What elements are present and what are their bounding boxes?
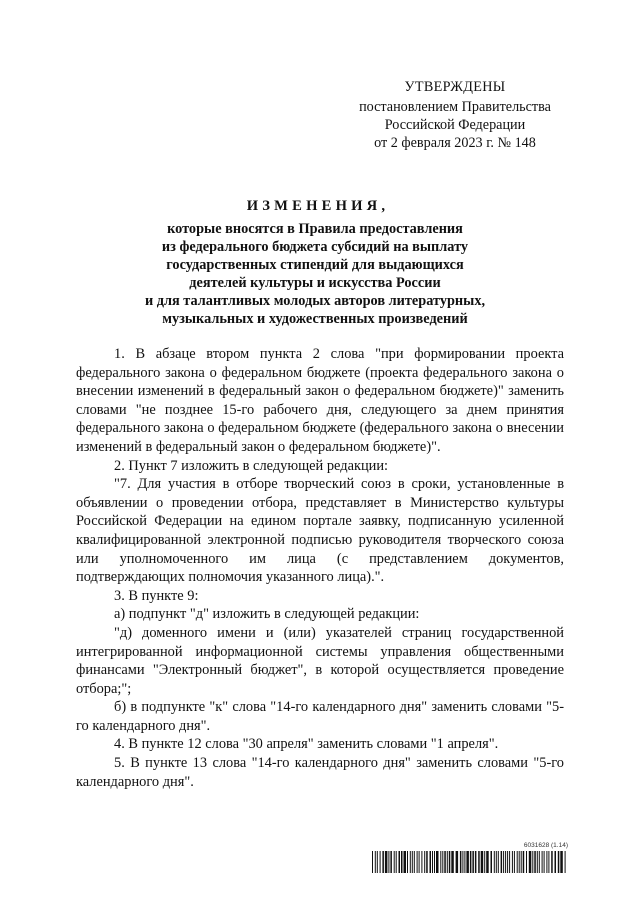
heading-line: деятелей культуры и искусства России: [189, 275, 441, 291]
barcode-bar: [521, 851, 522, 873]
barcode-bar: [512, 851, 513, 873]
barcode-bar: [456, 851, 459, 873]
barcode-icon: [372, 851, 568, 873]
barcode-bar: [551, 851, 553, 873]
barcode-bar: [475, 851, 477, 873]
barcode-bar: [481, 851, 484, 873]
barcode-bar: [388, 851, 389, 873]
heading-line: государственных стипендий для выдающихся: [166, 257, 464, 273]
barcode-bar: [546, 851, 547, 873]
paragraph-item-2: 2. Пункт 7 изложить в следующей редакции:: [114, 457, 389, 474]
barcode-bar: [529, 851, 532, 873]
barcode-bar: [372, 851, 373, 873]
barcode-bar: [404, 851, 407, 873]
barcode-bar: [558, 851, 560, 873]
paragraph-item-5: 5. В пункте 13 слова "14-го календарного дня" заменить словами "5-го календарного дня".: [76, 755, 564, 790]
barcode-bar: [484, 851, 485, 873]
barcode-bar: [460, 851, 462, 873]
barcode-bar: [462, 851, 463, 873]
barcode-bar: [375, 851, 376, 873]
heading-title: ИЗМЕНЕНИЯ,: [246, 198, 390, 214]
barcode-bar: [517, 851, 518, 873]
barcode-bar: [503, 851, 504, 873]
barcode-bar: [519, 851, 520, 873]
paragraph-quote-7: "7. Для участия в отборе творческий союз в сроки, установленные в объявлении о проведении отбора, представляет в Министерство культуры Российской Федерации на едином портале заявку, подписанную усиленной квалифицированной электронной подписью руководителя творческого союза или уполномоченного им лица (с представлением документов, подтверждающих полномочия указанного лица).".: [76, 476, 564, 586]
barcode-bar: [464, 851, 465, 873]
barcode-bar: [514, 851, 515, 873]
barcode-bar: [432, 851, 433, 873]
barcode-bar: [478, 851, 480, 873]
paragraph-quote-d: "д) доменного имени и (или) указателей страниц государственной интегрированной информационной системы управления общественными финансами "Электронный бюджет", в которой осуществляется проведение отбора;";: [76, 624, 564, 697]
barcode-bar: [509, 851, 510, 873]
barcode-bar: [501, 851, 503, 873]
barcode-bar: [526, 851, 527, 873]
barcode-bar: [430, 851, 432, 873]
barcode-bar: [414, 851, 415, 873]
barcode-bar: [555, 851, 557, 873]
barcode-bar: [505, 851, 506, 873]
barcode-bar: [401, 851, 403, 873]
barcode-bar: [390, 851, 392, 873]
heading-line: из федерального бюджета субсидий на выплату: [161, 239, 469, 255]
barcode-bar: [407, 851, 408, 873]
document-heading: [60, 197, 570, 328]
barcode-bar: [412, 851, 413, 873]
barcode-bar: [394, 851, 395, 873]
barcode-bar: [491, 851, 493, 873]
barcode-bar: [486, 851, 489, 873]
paragraph-item-3: 3. В пункте 9:: [114, 587, 199, 604]
approval-line: Российской Федерации: [384, 117, 526, 133]
barcode-bar: [494, 851, 495, 873]
barcode-bar: [498, 851, 499, 873]
barcode-bar: [417, 851, 418, 873]
barcode-bar: [421, 851, 422, 873]
barcode-bar: [426, 851, 428, 873]
barcode-bar: [548, 851, 549, 873]
barcode-bar: [470, 851, 472, 873]
barcode-bar: [537, 851, 538, 873]
paragraph-item-4: 4. В пункте 12 слова "30 апреля" заменить словами "1 апреля".: [114, 736, 499, 753]
paragraph-sub-a: а) подпункт "д" изложить в следующей редакции:: [114, 606, 420, 623]
heading-line: и для талантливых молодых авторов литературных,: [144, 293, 486, 309]
barcode-bar: [396, 851, 397, 873]
document-body: [76, 345, 564, 791]
barcode-bar: [382, 851, 384, 873]
barcode-bar: [532, 851, 533, 873]
approval-block: [340, 78, 570, 152]
barcode-bar: [565, 851, 566, 873]
barcode-bar: [466, 851, 469, 873]
barcode-bar: [380, 851, 381, 873]
barcode-bar: [444, 851, 446, 873]
barcode-bar: [539, 851, 540, 873]
barcode-bar: [560, 851, 563, 873]
barcode-bar: [534, 851, 536, 873]
approval-title: УТВЕРЖДЕНЫ: [404, 79, 506, 95]
approval-date: от 2 февраля 2023 г. № 148: [374, 135, 536, 151]
heading-line: которые вносятся в Правила предоставления: [167, 221, 463, 237]
barcode-bar: [377, 851, 378, 873]
barcode-bar: [434, 851, 435, 873]
barcode-bar: [385, 851, 388, 873]
barcode-bar: [544, 851, 545, 873]
paragraph-sub-b: б) в подпункте "к" слова "14-го календарного дня" заменить словами "5-го календарного дня".: [76, 699, 564, 734]
barcode-bar: [399, 851, 401, 873]
barcode-bar: [440, 851, 441, 873]
barcode-bar: [496, 851, 497, 873]
barcode-bar: [447, 851, 448, 873]
heading-line: музыкальных и художественных произведений: [162, 311, 468, 327]
barcode-bar: [523, 851, 525, 873]
barcode-bar: [419, 851, 420, 873]
document-stamp-code: 6031628 (1.14): [523, 842, 568, 849]
barcode-bar: [472, 851, 474, 873]
barcode-bar: [451, 851, 454, 873]
barcode-bar: [542, 851, 543, 873]
approval-line: постановлением Правительства: [359, 99, 551, 115]
barcode-bar: [442, 851, 443, 873]
barcode-bar: [436, 851, 439, 873]
barcode-bar: [410, 851, 411, 873]
paragraph-item-1: 1. В абзаце втором пункта 2 слова "при формировании проекта федерального закона о федеральном бюджете (проекта федерального закона о внесении изменений в федеральный закон о федеральном бюджете)" заменить словами "не позднее 15-го рабочего дня, следующего за днем принятия федерального закона о федеральном бюджете (федерального закона о внесении изменений в федеральный закон о федеральном бюджете)".: [76, 346, 564, 455]
barcode-bar: [507, 851, 508, 873]
barcode-bar: [449, 851, 451, 873]
barcode-bar: [424, 851, 425, 873]
